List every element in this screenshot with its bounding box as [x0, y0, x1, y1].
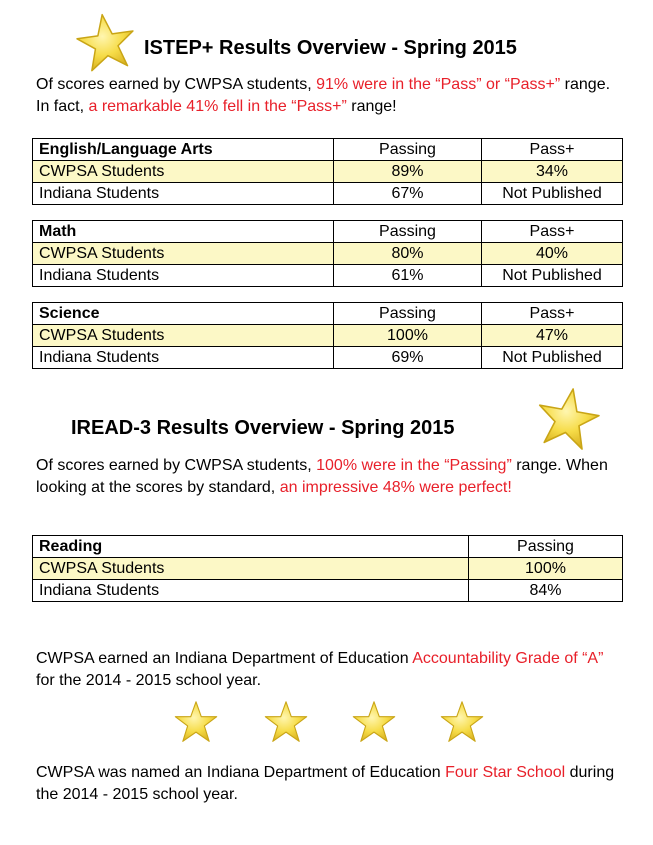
table-subject: English/Language Arts: [33, 139, 334, 161]
table-row: CWPSA Students 89% 34%: [33, 161, 623, 183]
iread-heading: IREAD-3 Results Overview - Spring 2015: [71, 417, 455, 439]
star-icon: [352, 700, 396, 744]
istep-intro: Of scores earned by CWPSA students, 91% were in the “Pass” or “Pass+” range. In fact, a remarkable 41% fell in the “Pass+” range!: [36, 76, 611, 115]
table-row: CWPSA Students 80% 40%: [33, 243, 623, 265]
table-row: CWPSA Students 100% 47%: [33, 325, 623, 347]
table-header-pass-plus: Pass+: [482, 139, 623, 161]
math-table: [32, 220, 623, 287]
table-header-pass-plus: Pass+: [482, 221, 623, 243]
ela-table: [32, 138, 623, 205]
table-row: Indiana Students 61% Not Published: [33, 265, 623, 287]
star-icon: [174, 700, 218, 744]
table-subject: Math: [33, 221, 334, 243]
istep-heading: ISTEP+ Results Overview - Spring 2015: [144, 37, 517, 59]
table-header-passing: Passing: [469, 536, 623, 558]
star-icon: [531, 381, 605, 455]
science-table: [32, 302, 623, 369]
table-header-passing: Passing: [334, 221, 482, 243]
iread-intro: Of scores earned by CWPSA students, 100% were in the “Passing” range. When looking at the scores by standard, an impressive 48% were perfect!: [36, 457, 608, 496]
table-row: Indiana Students 69% Not Published: [33, 347, 623, 369]
star-icon: [264, 700, 308, 744]
table-subject: Science: [33, 303, 334, 325]
four-star-statement: CWPSA was named an Indiana Department of Education Four Star School during the 2014 - 2015 school year.: [36, 764, 615, 803]
star-icon: [72, 8, 140, 76]
star-icon: [440, 700, 484, 744]
table-row: CWPSA Students 100%: [33, 558, 623, 580]
table-row: Indiana Students 84%: [33, 580, 623, 602]
table-header-passing: Passing: [334, 139, 482, 161]
reading-table: [32, 535, 623, 602]
table-row: Indiana Students 67% Not Published: [33, 183, 623, 205]
table-header-passing: Passing: [334, 303, 482, 325]
table-header-pass-plus: Pass+: [482, 303, 623, 325]
table-subject: Reading: [33, 536, 469, 558]
grade-statement: CWPSA earned an Indiana Department of Education Accountability Grade of “A” for the 2014 - 2015 school year.: [36, 650, 604, 689]
